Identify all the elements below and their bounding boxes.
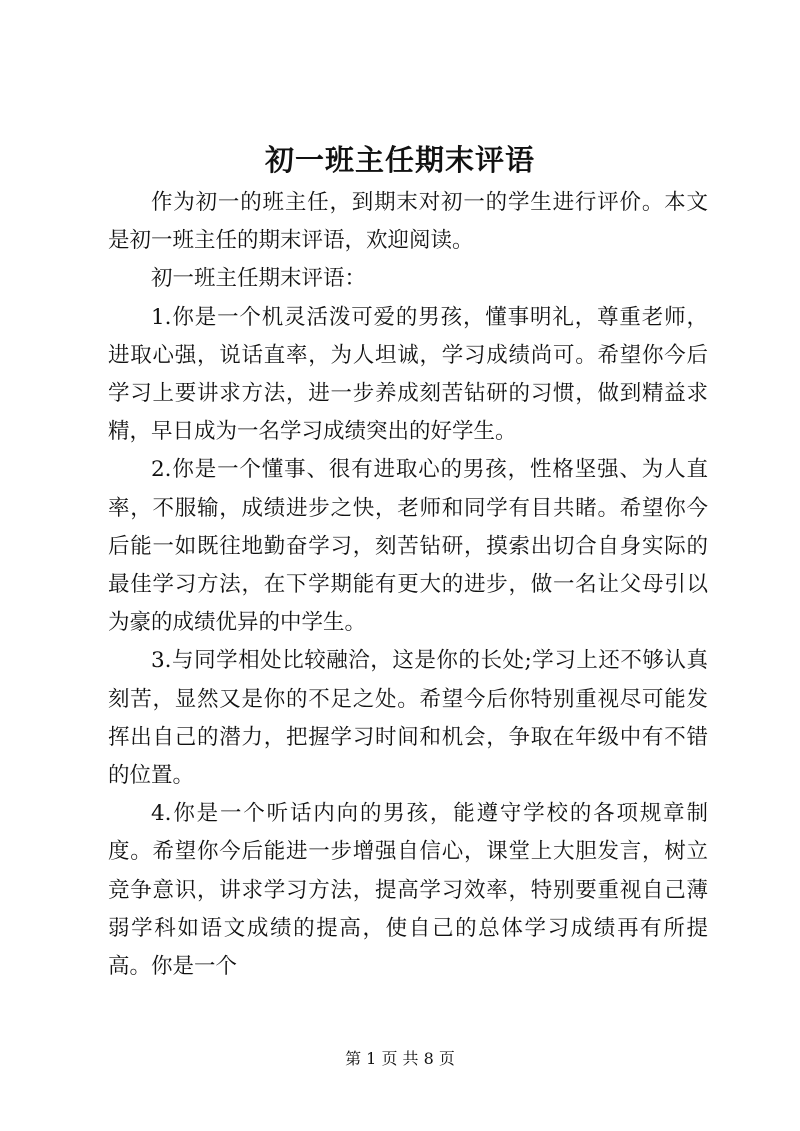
paragraph-comment-1: 1.你是一个机灵活泼可爱的男孩，懂事明礼，尊重老师，进取心强，说话直率，为人坦诚，学习成绩尚可。希望你今后学习上要讲求方法，进一步养成刻苦钻研的习惯，做到精益求精，早日成为一名学习成绩突出的好学生。 [108, 304, 708, 445]
page-footer: 第 1 页 共 8 页 [345, 1049, 455, 1068]
document-body [108, 184, 708, 986]
paragraph-comment-4: 4.你是一个听话内向的男孩，能遵守学校的各项规章制度。希望你今后能进一步增强自信心，课堂上大胆发言，树立竞争意识，讲求学习方法，提高学习效率，特别要重视自己薄弱学科如语文成绩的提高，使自己的总体学习成绩再有所提高。你是一个 [108, 801, 708, 980]
paragraph-comment-2: 2.你是一个懂事、很有进取心的男孩，性格坚强、为人直率，不服输，成绩进步之快，老师和同学有目共睹。希望你今后能一如既往地勤奋学习，刻苦钻研，摸索出切合自身实际的最佳学习方法，在下学期能有更大的进步，做一名让父母引以为豪的成绩优异的中学生。 [108, 457, 708, 636]
document-title: 初一班主任期末评语 [264, 143, 535, 177]
paragraph-comment-3: 3.与同学相处比较融洽，这是你的长处;学习上还不够认真刻苦，显然又是你的不足之处。希望今后你特别重视尽可能发挥出自己的潜力，把握学习时间和机会，争取在年级中有不错的位置。 [108, 648, 708, 789]
paragraph-intro: 作为初一的班主任，到期末对初一的学生进行评价。本文是初一班主任的期末评语，欢迎阅读。 [108, 190, 708, 254]
paragraph-heading: 初一班主任期末评语： [151, 266, 367, 292]
